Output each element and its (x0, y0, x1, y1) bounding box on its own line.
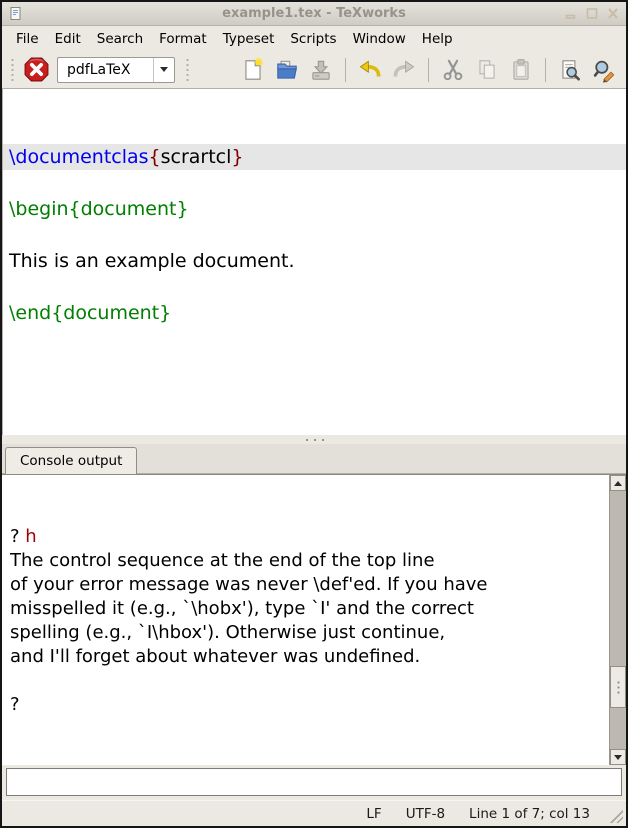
menu-help[interactable]: Help (421, 30, 453, 47)
cut-button[interactable] (436, 54, 470, 86)
titlebar[interactable] (2, 2, 626, 26)
chevron-down-icon[interactable] (153, 58, 174, 82)
cursor-position-indicator: Line 1 of 7; col 13 (469, 805, 590, 822)
menu-file[interactable]: File (16, 30, 39, 47)
redo-button[interactable] (387, 54, 421, 86)
find-button[interactable] (553, 54, 587, 86)
typeset-tool-select[interactable] (57, 57, 175, 83)
code-line (9, 222, 626, 248)
console-line: and I'll forget about whatever was undefined. (10, 646, 421, 667)
menu-window[interactable]: Window (352, 30, 406, 47)
menu-edit[interactable]: Edit (54, 30, 81, 47)
console-output[interactable] (2, 475, 609, 765)
code-line (9, 274, 626, 300)
console-line: of your error message was never \def'ed. If you have (10, 574, 488, 595)
console-line: spelling (e.g., `I\hbox'). Otherwise just continue, (10, 622, 446, 643)
console-input-row (2, 765, 626, 800)
typeset-tool-label: pdfLaTeX (67, 61, 131, 78)
console-tabbar (2, 444, 626, 474)
line-ending-indicator: LF (366, 805, 382, 822)
menu-typeset[interactable]: Typeset (222, 30, 275, 47)
console-panel (2, 474, 626, 765)
console-line (10, 669, 603, 693)
scrollbar-thumb[interactable] (610, 666, 626, 708)
copy-button[interactable] (470, 54, 504, 86)
console-line: ? h (10, 526, 37, 547)
close-icon[interactable] (604, 6, 622, 22)
paste-button[interactable] (504, 54, 538, 86)
toolbar-grip-2[interactable] (185, 58, 190, 82)
splitter-dots-icon (303, 438, 325, 442)
code-line: \documentclas{scrartcl} (3, 144, 626, 170)
maximize-icon[interactable] (583, 6, 601, 22)
resize-grip[interactable] (608, 808, 623, 823)
open-document-button[interactable] (270, 54, 304, 86)
editor-lines (9, 144, 626, 326)
scroll-down-icon[interactable] (610, 749, 626, 765)
console-line: misspelled it (e.g., `\hobx'), type `I' and the correct (10, 598, 474, 619)
window-document-icon (6, 5, 24, 23)
console-line: ? (10, 694, 20, 715)
window-title: example1.tex - TeXworks (222, 6, 406, 21)
menu-scripts[interactable]: Scripts (290, 30, 337, 47)
menu-format[interactable]: Format (159, 30, 207, 47)
replace-button[interactable] (587, 54, 621, 86)
abort-typesetting-button[interactable] (19, 54, 53, 86)
code-line: \begin{document} (9, 198, 189, 220)
code-line: \end{document} (9, 302, 172, 324)
splitter-handle[interactable] (2, 435, 626, 444)
console-scrollbar[interactable] (609, 475, 626, 765)
window-controls (562, 6, 622, 22)
tab-console-output[interactable]: Console output (5, 447, 137, 474)
new-document-button[interactable] (236, 54, 270, 86)
undo-button[interactable] (353, 54, 387, 86)
console-lines (10, 525, 603, 717)
toolbar (2, 51, 626, 89)
scrollbar-track[interactable] (610, 491, 626, 749)
code-line: This is an example document. (9, 250, 295, 272)
code-line (9, 170, 626, 196)
toolbar-grip[interactable] (10, 58, 15, 82)
statusbar (2, 800, 626, 826)
scroll-up-icon[interactable] (610, 475, 626, 491)
minimize-icon[interactable] (562, 6, 580, 22)
source-editor[interactable] (2, 89, 626, 435)
menubar (2, 26, 626, 51)
save-document-button[interactable] (304, 54, 338, 86)
console-input[interactable] (6, 768, 622, 796)
menu-search[interactable]: Search (96, 30, 144, 47)
console-line: The control sequence at the end of the top line (10, 550, 435, 571)
encoding-indicator: UTF-8 (405, 805, 446, 822)
